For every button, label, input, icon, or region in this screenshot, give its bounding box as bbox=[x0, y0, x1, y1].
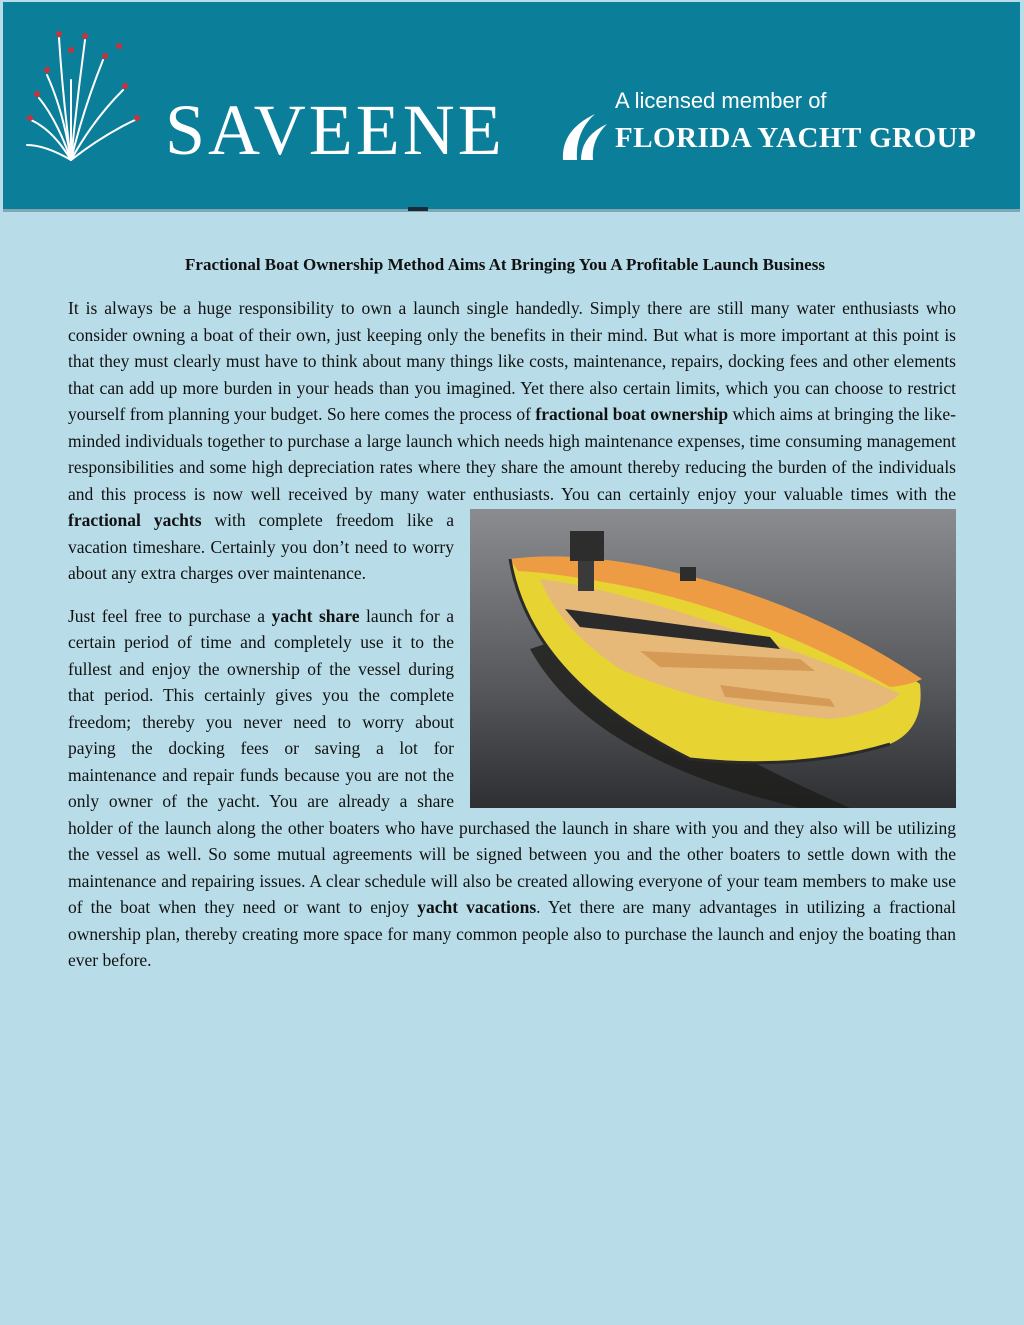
link-fractional-yachts[interactable]: fractional yachts bbox=[68, 510, 202, 530]
p2-text-3: . Yet there are many advantages in utilizing a fractional ownership plan, thereby creating more space for many common people also to purchase the launch and enjoy the boating than ever before. bbox=[68, 897, 957, 970]
article-title: Fractional Boat Ownership Method Aims At Bringing You A Profitable Launch Business bbox=[185, 255, 825, 274]
palm-burst-icon bbox=[23, 20, 153, 170]
p1-text-3: with complete freedom like a vacation timeshare. Certainly you don’t need to worry about any extra charges over maintenance. bbox=[68, 510, 455, 583]
partner-tagline: A licensed member of bbox=[615, 88, 827, 113]
brand-name: SAVEENE bbox=[165, 90, 505, 170]
link-yacht-vacations[interactable]: yacht vacations bbox=[417, 897, 537, 917]
paragraph-1 bbox=[68, 295, 956, 587]
p1-text-1: It is always be a huge responsibility to own a launch single handedly. Simply there are still many water enthusiasts who consider owning a boat of their own, just keeping only the benefits in their mind. But what is more important at this point is that they must clearly must have to think about many things like costs, maintenance, repairs, docking fees and other elements that can add up more burden in your heads than you imagined. Yet there also certain limits, which you can choose to restrict yourself from planning your budget. So here comes the process of bbox=[68, 298, 956, 424]
divider-mark bbox=[408, 207, 428, 211]
partner-name: FLORIDA YACHT GROUP bbox=[615, 122, 977, 154]
link-yacht-share[interactable]: yacht share bbox=[271, 605, 360, 626]
p2-text-2: launch for a certain period of time and completely use it to the fullest and enjoy the ownership of the vessel during that period. This certainly gives you the complete freedom; thereby you never need to worry about paying the docking fees or saving a lot for maintenance and repair funds because you are not the only owner of the yacht. You are already a share holder of the launch along the other boaters who have purchased the launch in share with you and they also will be utilizing the vessel as well. So some mutual agreements will be signed between you and the other boaters to settle down with the maintenance and repairing issues. A clear schedule will also be created allowing everyone of your team members to make use of the boat when they need or want to enjoy bbox=[68, 605, 956, 917]
p1-text-2: which aims at bringing the like-minded individuals together to purchase a large launch which needs high maintenance expenses, time consuming management responsibilities and some high depreciation rates where they share the amount thereby reducing the burden of the individuals and this process is now well received by many water enthusiasts. You can certainly enjoy your valuable times with the bbox=[68, 404, 956, 504]
header-banner bbox=[3, 2, 1020, 212]
swoosh-icon bbox=[555, 110, 613, 164]
article-body bbox=[68, 295, 956, 990]
p2-text-1: Just feel free to purchase a bbox=[68, 605, 272, 626]
link-fractional-boat-ownership[interactable]: fractional boat ownership bbox=[535, 404, 729, 424]
boat-photo bbox=[470, 509, 956, 808]
